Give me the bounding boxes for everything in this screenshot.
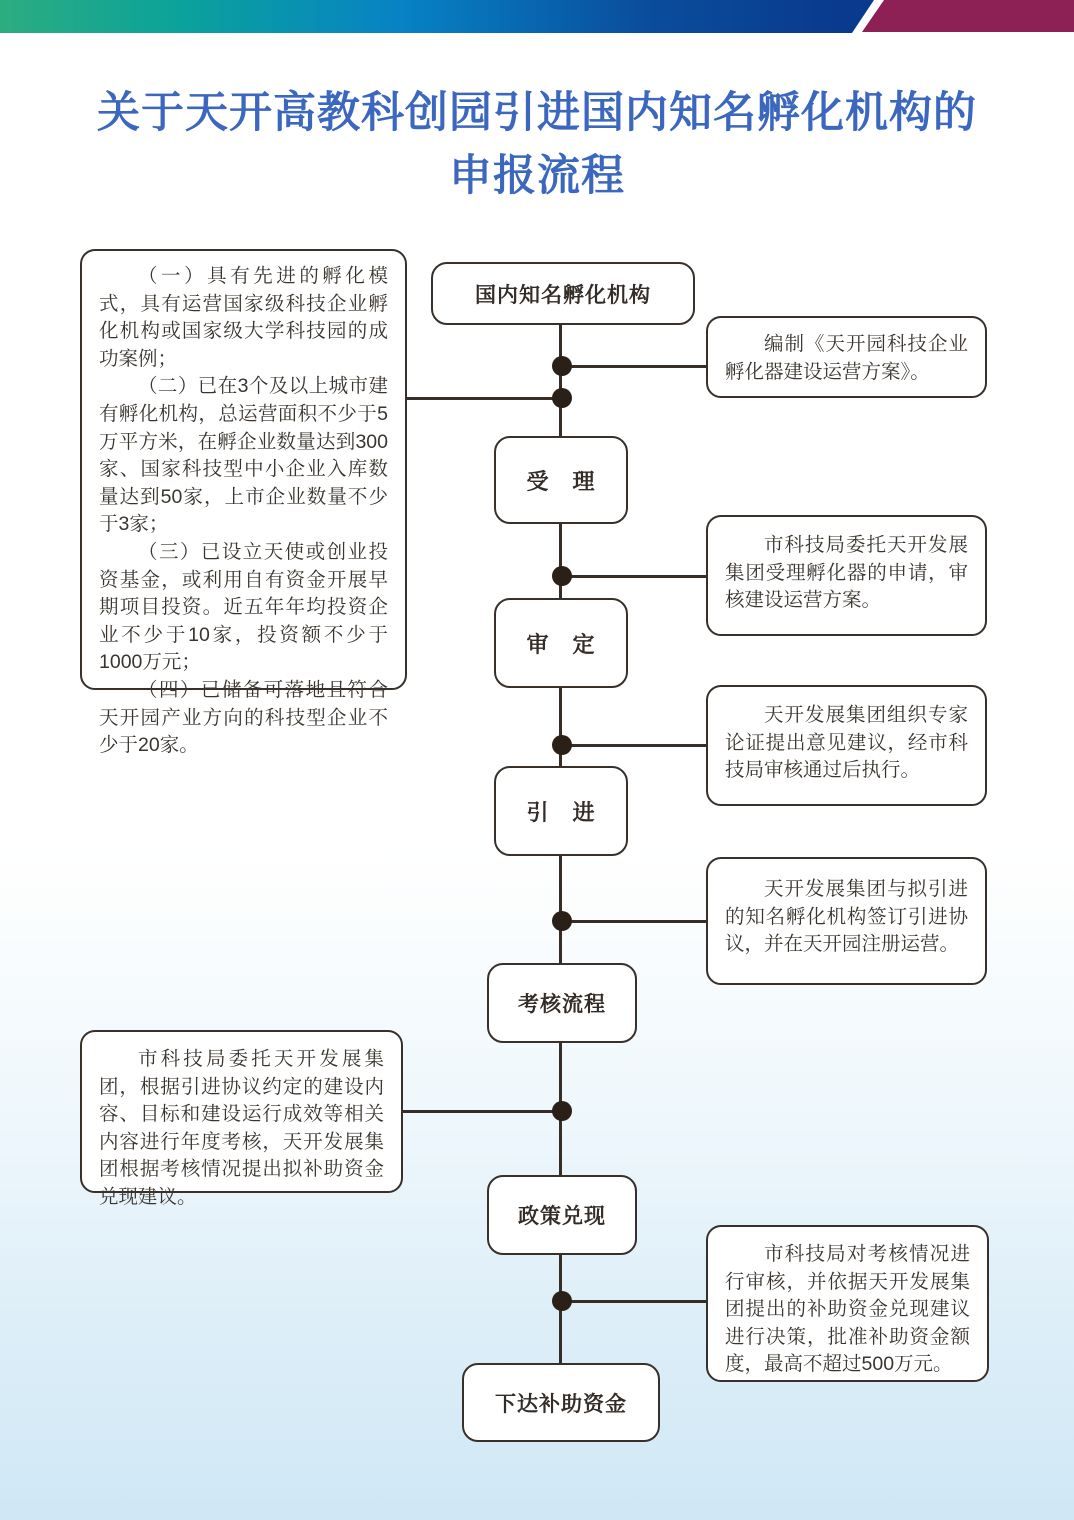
right-note-text: 天开发展集团与拟引进的知名孵化机构签订引进协议，并在天开园注册运营。 — [725, 878, 968, 956]
connector-to-right-note-3 — [562, 744, 706, 747]
right-note-text: 天开发展集团组织专家论证提出意见建议，经市科技局审核通过后执行。 — [725, 704, 968, 782]
flow-node-label: 国内知名孵化机构 — [475, 283, 651, 307]
flow-node-label: 审 定 — [526, 631, 596, 657]
connector-to-right-note-1 — [562, 365, 706, 368]
right-note-text: 市科技局委托天开发展集团受理孵化器的申请，审核建设运营方案。 — [725, 534, 968, 612]
connector-to-left-note-2 — [401, 1110, 562, 1113]
right-note-decision — [706, 1225, 989, 1382]
header-gradient-bar — [0, 0, 874, 33]
flow-node-acceptance — [494, 436, 628, 524]
flow-node-label: 引 进 — [526, 799, 596, 825]
flow-node-assessment — [487, 963, 637, 1043]
connector-to-right-note-5 — [562, 1300, 706, 1303]
criteria-paragraph-3: （三）已设立天使或创业投资基金，或利用自有资金开展早期项目投资。近五年年均投资企业不少于10家，投资额不少于1000万元； — [99, 540, 388, 674]
header-magenta-slash — [862, 0, 1074, 32]
assessment-text: 市科技局委托天开发展集团，根据引进协议约定的建设内容、目标和建设运行成效等相关内容进行年度考核，天开发展集团根据考核情况提出拟补助资金兑现建议。 — [99, 1048, 384, 1208]
flow-node-review — [494, 598, 628, 688]
flow-node-label: 政策兑现 — [518, 1205, 606, 1228]
page-title-line1: 关于天开高教科创园引进国内知名孵化机构的 — [97, 89, 977, 137]
page-title-line2: 申报流程 — [449, 152, 625, 200]
right-note-text: 市科技局对考核情况进行审核，并依据天开发展集团提出的补助资金兑现建议进行决策，批准补助资金额度，最高不超过500万元。 — [725, 1243, 970, 1376]
flow-node-policy-cash — [487, 1175, 637, 1255]
flow-node-label: 受 理 — [526, 468, 596, 494]
junction-dot — [552, 1291, 572, 1311]
criteria-note — [80, 249, 407, 757]
flow-node-introduction — [494, 766, 628, 856]
junction-dot — [552, 911, 572, 931]
flow-node-grant-funds — [462, 1363, 660, 1442]
junction-dot — [552, 1101, 572, 1121]
right-note-text: 编制《天开园科技企业孵化器建设运营方案》。 — [725, 333, 968, 383]
junction-dot — [552, 388, 572, 408]
flow-node-label: 下达补助资金 — [495, 1392, 627, 1416]
flow-node-incubator — [431, 262, 695, 325]
assessment-note — [80, 1030, 403, 1208]
junction-dot — [552, 566, 572, 586]
junction-dot — [552, 356, 572, 376]
connector-to-left-note-1 — [405, 397, 562, 400]
junction-dot — [552, 735, 572, 755]
connector-to-right-note-4 — [562, 920, 706, 923]
flow-node-label: 考核流程 — [518, 993, 606, 1016]
right-note-plan — [706, 316, 987, 398]
right-note-experts — [706, 685, 987, 806]
connector-to-right-note-2 — [562, 575, 706, 578]
criteria-paragraph-4: （四）已储备可落地且符合天开园产业方向的科技型企业不少于20家。 — [99, 678, 388, 757]
page-title — [0, 82, 1074, 208]
criteria-paragraph-1: （一）具有先进的孵化模式，具有运营国家级科技企业孵化机构或国家级大学科技园的成功案例； — [99, 265, 388, 370]
right-note-agreement — [706, 857, 987, 985]
right-note-accept — [706, 515, 987, 636]
criteria-paragraph-2: （二）已在3个及以上城市建有孵化机构，总运营面积不少于5万平方米，在孵企业数量达到300家、国家科技型中小企业入库数量达到50家，上市企业数量不少于3家； — [99, 375, 388, 536]
